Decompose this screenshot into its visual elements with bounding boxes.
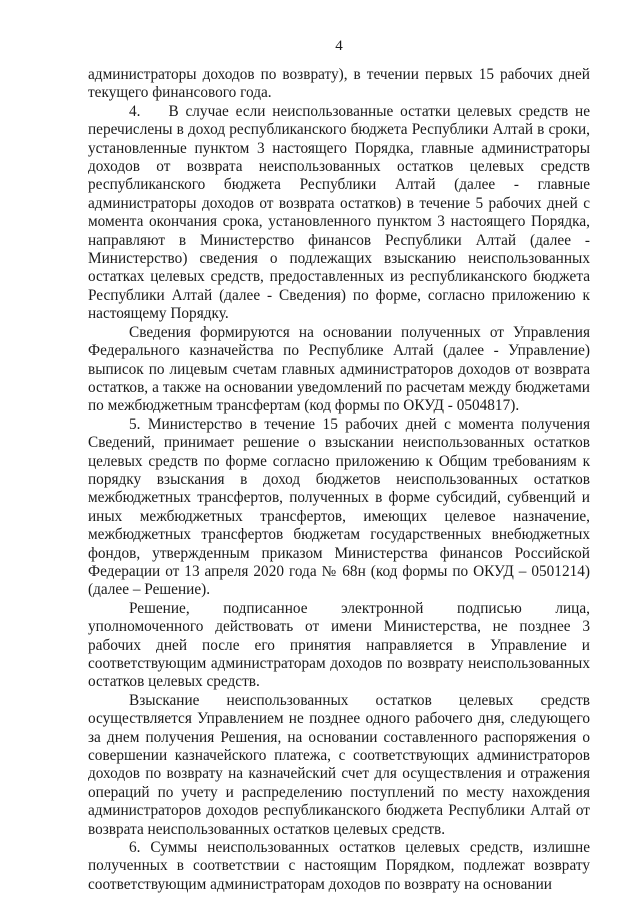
paragraph-item-5: 5. Министерство в течение 15 рабочих дней с момента получения Сведений, принимает решение о взыскании неиспользованных остатков целевых средств по форме согласно приложению к Общим требованиям к порядку взыскания в доход бюджетов неиспользованных остатков межбюджетных трансфертов, полученных в форме субсидий, субвенций и иных межбюджетных трансфертов, имеющих целевое назначение, межбюджетных трансфертов бюджетам государственных внебюджетных фондов, утвержденным приказом Министерства финансов Российской Федерации от 13 апреля 2020 года № 68н (код формы по ОКУД – 0501214) (далее – Решение). xyxy=(88,415,590,599)
page-number: 4 xyxy=(335,38,343,54)
paragraph-vzyskanie: Взыскание неиспользованных остатков целевых средств осуществляется Управлением не позднее одного рабочего дня, следующего за днем получения Решения, на основании составленного распоряжения о совершении казначейского платежа, с соответствующих администраторов доходов по возврату на казначейский счет для осуществления и отражения операций по учету и распределению поступлений по месту нахождения администраторов доходов республиканского бюджета Республики Алтай от возврата неиспользованных остатков целевых средств. xyxy=(88,691,590,838)
document-body xyxy=(88,66,590,894)
paragraph-svedeniya: Сведения формируются на основании полученных от Управления Федерального казначейства по Республике Алтай (далее - Управление) выписок по лицевым счетам главных администраторов доходов от возврата остатков, а также на основании уведомлений по расчетам между бюджетами по межбюджетным трансфертам (код формы по ОКУД - 0504817). xyxy=(88,323,590,415)
paragraph-reshenie: Решение, подписанное электронной подписью лица, уполномоченного действовать от имени Министерства, не позднее 3 рабочих дней после его принятия направляется в Управление и соответствующим администраторам доходов по возврату неиспользованных остатков целевых средств. xyxy=(88,599,590,691)
item-text: В случае если неиспользованные остатки целевых средств не перечислены в доход республиканского бюджета Республики Алтай в сроки, установленные пунктом 3 настоящего Порядка, главные администраторы доходов от возврата неиспользованных остатков целевых средств республиканского бюджета Республики Алтай (далее - главные администраторы доходов от возврата остатков) в течение 5 рабочих дней с момента окончания срока, установленного пунктом 3 настоящего Порядка, направляют в Министерство финансов Республики Алтай (далее - Министерство) сведения о подлежащих взысканию неиспользованных остатках целевых средств, предоставленных из республиканского бюджета Республики Алтай (далее - Сведения) по форме, согласно приложению к настоящему Порядку. xyxy=(88,102,590,323)
item-number: 4. xyxy=(129,102,141,120)
paragraph-item-4 xyxy=(88,103,590,324)
paragraph-item-6: 6. Суммы неиспользованных остатков целевых средств, излишне полученных в соответствии с настоящим Порядком, подлежат возврату соответствующим администраторам доходов по возврату на основании xyxy=(88,839,590,893)
paragraph-continuation: администраторы доходов по возврату), в течении первых 15 рабочих дней текущего финансового года. xyxy=(88,66,590,102)
